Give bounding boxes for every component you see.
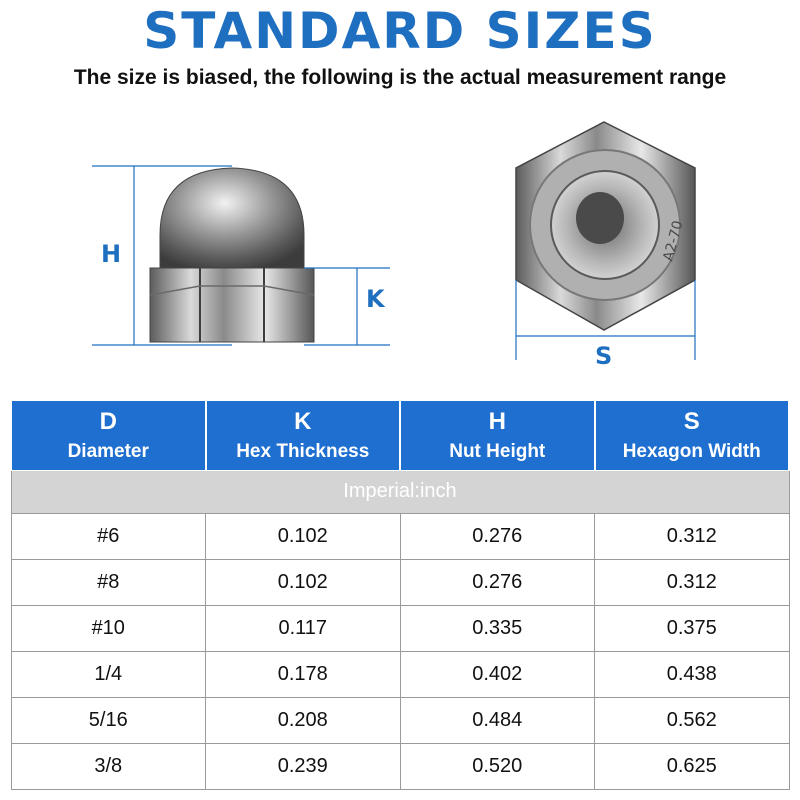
cell-hex-thickness: 0.102 xyxy=(206,559,401,605)
page-subtitle: The size is biased, the following is the actual measurement range xyxy=(73,66,727,89)
dim-label-k: K xyxy=(366,285,385,313)
cell-diameter: 3/8 xyxy=(11,743,206,789)
column-letter: H xyxy=(488,407,506,435)
top-view-nut xyxy=(516,122,695,330)
cell-diameter: 5/16 xyxy=(11,697,206,743)
table-row xyxy=(11,605,789,651)
side-view-nut xyxy=(150,168,314,342)
column-header-diameter xyxy=(11,401,206,471)
column-name: Diameter xyxy=(67,440,149,462)
cell-hex-thickness: 0.239 xyxy=(206,743,401,789)
dim-label-s: S xyxy=(595,342,613,370)
column-letter: D xyxy=(99,407,117,435)
marking-text: A2-70 xyxy=(660,218,687,264)
dim-label-h: H xyxy=(101,240,122,268)
cell-hex-thickness: 0.117 xyxy=(206,605,401,651)
cell-diameter: #10 xyxy=(11,605,206,651)
column-header-hex-thickness xyxy=(206,401,401,471)
size-table xyxy=(10,400,790,790)
page-title: STANDARD SIZES xyxy=(143,2,657,60)
column-letter: K xyxy=(294,407,312,435)
cell-nut-height: 0.402 xyxy=(400,651,595,697)
cell-nut-height: 0.276 xyxy=(400,513,595,559)
nut-illustrations xyxy=(0,0,800,380)
cell-hex-thickness: 0.178 xyxy=(206,651,401,697)
cell-diameter: #8 xyxy=(11,559,206,605)
dimension-diagram xyxy=(0,0,800,380)
cell-nut-height: 0.484 xyxy=(400,697,595,743)
column-name: Nut Height xyxy=(449,440,546,462)
unit-row xyxy=(11,471,789,514)
column-name: Hex Thickness xyxy=(236,440,370,462)
table-row xyxy=(11,743,789,789)
table-row xyxy=(11,697,789,743)
cell-nut-height: 0.276 xyxy=(400,559,595,605)
column-header-hexagon-width xyxy=(595,401,790,471)
table-row xyxy=(11,651,789,697)
cell-diameter: 1/4 xyxy=(11,651,206,697)
cell-hexagon-width: 0.562 xyxy=(595,697,790,743)
cell-hexagon-width: 0.438 xyxy=(595,651,790,697)
cell-hexagon-width: 0.375 xyxy=(595,605,790,651)
cell-hexagon-width: 0.312 xyxy=(595,559,790,605)
cell-hexagon-width: 0.625 xyxy=(595,743,790,789)
cell-hexagon-width: 0.312 xyxy=(595,513,790,559)
column-letter: S xyxy=(683,407,700,435)
table-header-row xyxy=(11,401,789,471)
cell-hex-thickness: 0.102 xyxy=(206,513,401,559)
cell-nut-height: 0.520 xyxy=(400,743,595,789)
column-name: Hexagon Width xyxy=(622,440,761,462)
unit-label: Imperial:inch xyxy=(11,471,789,514)
cell-nut-height: 0.335 xyxy=(400,605,595,651)
column-header-nut-height xyxy=(400,401,595,471)
table-row xyxy=(11,513,789,559)
cell-diameter: #6 xyxy=(11,513,206,559)
table-row xyxy=(11,559,789,605)
cell-hex-thickness: 0.208 xyxy=(206,697,401,743)
